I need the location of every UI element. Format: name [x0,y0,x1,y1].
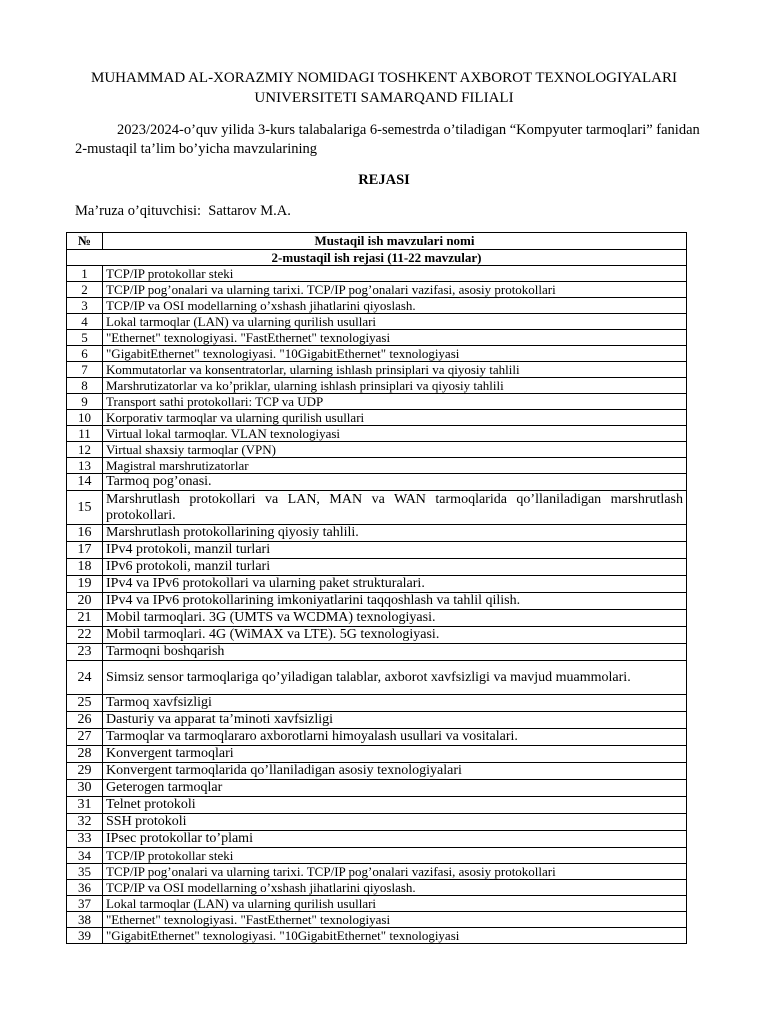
row-number: 26 [67,712,103,729]
column-header-number: № [67,233,103,250]
lecturer-label: Ma’ruza o’qituvchisi: [75,203,202,219]
row-topic: Mobil tarmoqlari. 4G (WiMAX va LTE). 5G texnologiyasi. [103,627,687,644]
row-number: 12 [67,442,103,458]
row-topic: Geterogen tarmoqlar [103,780,687,797]
row-number: 19 [67,576,103,593]
row-number: 1 [67,266,103,282]
table-row [67,410,687,426]
row-topic: "GigabitEthernet" texnologiyasi. "10GigabitEthernet" texnologiyasi [103,346,687,362]
row-number: 27 [67,729,103,746]
row-topic: TCP/IP pog’onalari va ularning tarixi. TCP/IP pog’onalari vazifasi, asosiy protokollari [103,864,687,880]
row-number: 36 [67,880,103,896]
row-topic: Korporativ tarmoqlar va ularning qurilish usullari [103,410,687,426]
table-row [67,712,687,729]
table-row [67,559,687,576]
header-university-line: MUHAMMAD AL-XORAZMIY NOMIDAGI TOSHKENT AXBOROT TEXNOLOGIYALARI [91,70,677,86]
row-number: 11 [67,426,103,442]
row-topic: TCP/IP pog’onalari va ularning tarixi. TCP/IP pog’onalari vazifasi, asosiy protokollari [103,282,687,298]
row-topic: "Ethernet" texnologiyasi. "FastEthernet" texnologiyasi [103,912,687,928]
row-number: 4 [67,314,103,330]
table-row [67,814,687,831]
row-number: 30 [67,780,103,797]
table-row [67,394,687,410]
row-topic: Lokal tarmoqlar (LAN) va ularning qurilish usullari [103,314,687,330]
table-row [67,542,687,559]
row-number: 16 [67,525,103,542]
row-number: 18 [67,559,103,576]
row-topic: Tarmoq pog’onasi. [103,474,687,491]
row-topic: Magistral marshrutizatorlar [103,458,687,474]
row-number: 5 [67,330,103,346]
row-number: 25 [67,695,103,712]
table-row [67,644,687,661]
table-row [67,298,687,314]
table-row [67,593,687,610]
row-number: 15 [67,491,103,525]
row-topic: Tarmoq xavfsizligi [103,695,687,712]
table-row [67,661,687,695]
table-row [67,928,687,944]
row-number: 9 [67,394,103,410]
table-row [67,729,687,746]
row-number: 21 [67,610,103,627]
row-topic: Telnet protokoli [103,797,687,814]
table-row [67,314,687,330]
row-topic: Marshrutlash protokollari va LAN, MAN va WAN tarmoqlarida qo’llaniladigan marshrutlash protokollari. [103,491,687,525]
row-number: 33 [67,831,103,848]
row-topic: Lokal tarmoqlar (LAN) va ularning qurilish usullari [103,896,687,912]
row-topic: IPsec protokollar to’plami [103,831,687,848]
row-topic: Transport sathi protokollari: TCP va UDP [103,394,687,410]
row-topic: Marshrutizatorlar va ko’priklar, ularning ishlash prinsiplari va qiyosiy tahlili [103,378,687,394]
row-topic: IPv4 va IPv6 protokollari va ularning paket strukturalari. [103,576,687,593]
table-row [67,746,687,763]
table-row [67,330,687,346]
row-number: 23 [67,644,103,661]
row-topic: Kommutatorlar va konsentratorlar, ularning ishlash prinsiplari va qiyosiy tahlili [103,362,687,378]
table-row [67,426,687,442]
row-topic: Marshrutlash protokollarining qiyosiy tahlili. [103,525,687,542]
row-number: 6 [67,346,103,362]
table-row [67,912,687,928]
row-topic: Virtual lokal tarmoqlar. VLAN texnologiyasi [103,426,687,442]
table-row [67,378,687,394]
row-topic: TCP/IP va OSI modellarning o’xshash jihatlarini qiyoslash. [103,880,687,896]
table-row [67,362,687,378]
table-row [67,864,687,880]
row-number: 14 [67,474,103,491]
row-topic: "GigabitEthernet" texnologiyasi. "10GigabitEthernet" texnologiyasi [103,928,687,944]
table-row [67,474,687,491]
row-topic: Tarmoqni boshqarish [103,644,687,661]
lecturer-name: Sattarov M.A. [208,203,291,219]
row-topic: "Ethernet" texnologiyasi. "FastEthernet" texnologiyasi [103,330,687,346]
row-number: 24 [67,661,103,695]
row-number: 39 [67,928,103,944]
table-row [67,282,687,298]
row-topic: IPv4 protokoli, manzil turlari [103,542,687,559]
table-row [67,831,687,848]
column-header-topic: Mustaqil ish mavzulari nomi [103,233,687,250]
table-row [67,695,687,712]
table-row [67,627,687,644]
row-number: 31 [67,797,103,814]
row-topic: Mobil tarmoqlari. 3G (UMTS va WCDMA) texnologiyasi. [103,610,687,627]
row-topic: TCP/IP protokollar steki [103,848,687,864]
table-row [67,763,687,780]
row-number: 32 [67,814,103,831]
document-header [40,68,728,108]
table-row [67,491,687,525]
row-topic: Tarmoqlar va tarmoqlararo axborotlarni himoyalash usullari va vositalari. [103,729,687,746]
row-number: 7 [67,362,103,378]
table-row [67,797,687,814]
row-number: 20 [67,593,103,610]
row-number: 29 [67,763,103,780]
table-row [67,576,687,593]
table-subheader: 2-mustaqil ish rejasi (11-22 mavzular) [67,250,687,266]
topics-table [66,232,687,944]
row-number: 17 [67,542,103,559]
table-row [67,266,687,282]
row-topic: TCP/IP protokollar steki [103,266,687,282]
table-row [67,896,687,912]
row-topic: TCP/IP va OSI modellarning o’xshash jihatlarini qiyoslash. [103,298,687,314]
table-row [67,880,687,896]
row-number: 13 [67,458,103,474]
table-row [67,442,687,458]
table-row [67,848,687,864]
row-topic: Virtual shaxsiy tarmoqlar (VPN) [103,442,687,458]
row-topic: Konvergent tarmoqlarida qo’llaniladigan asosiy texnologiyalari [103,763,687,780]
table-row [67,780,687,797]
intro-paragraph: 2023/2024-o’quv yilida 3-kurs talabalariga 6-semestrda o’tiladigan “Kompyuter tarmoqlari” fanidan 2-mustaqil ta’lim bo’yicha mavzularining [75,122,700,157]
row-topic: Simsiz sensor tarmoqlariga qo’yiladigan talablar, axborot xavfsizligi va mavjud muammolari. [103,661,687,695]
table-row [67,458,687,474]
row-number: 34 [67,848,103,864]
row-number: 10 [67,410,103,426]
row-topic: IPv6 protokoli, manzil turlari [103,559,687,576]
row-number: 2 [67,282,103,298]
row-number: 8 [67,378,103,394]
lecturer-line [75,203,291,220]
row-number: 37 [67,896,103,912]
table-row [67,346,687,362]
row-number: 38 [67,912,103,928]
table-row [67,610,687,627]
table-row [67,525,687,542]
plan-title: REJASI [358,172,410,188]
header-branch-line: UNIVERSITETI SAMARQAND FILIALI [254,90,514,106]
row-number: 3 [67,298,103,314]
row-topic: SSH protokoli [103,814,687,831]
row-topic: IPv4 va IPv6 protokollarining imkoniyatlarini taqqoshlash va tahlil qilish. [103,593,687,610]
row-topic: Dasturiy va apparat ta’minoti xavfsizligi [103,712,687,729]
row-number: 28 [67,746,103,763]
row-number: 22 [67,627,103,644]
row-topic: Konvergent tarmoqlari [103,746,687,763]
row-number: 35 [67,864,103,880]
